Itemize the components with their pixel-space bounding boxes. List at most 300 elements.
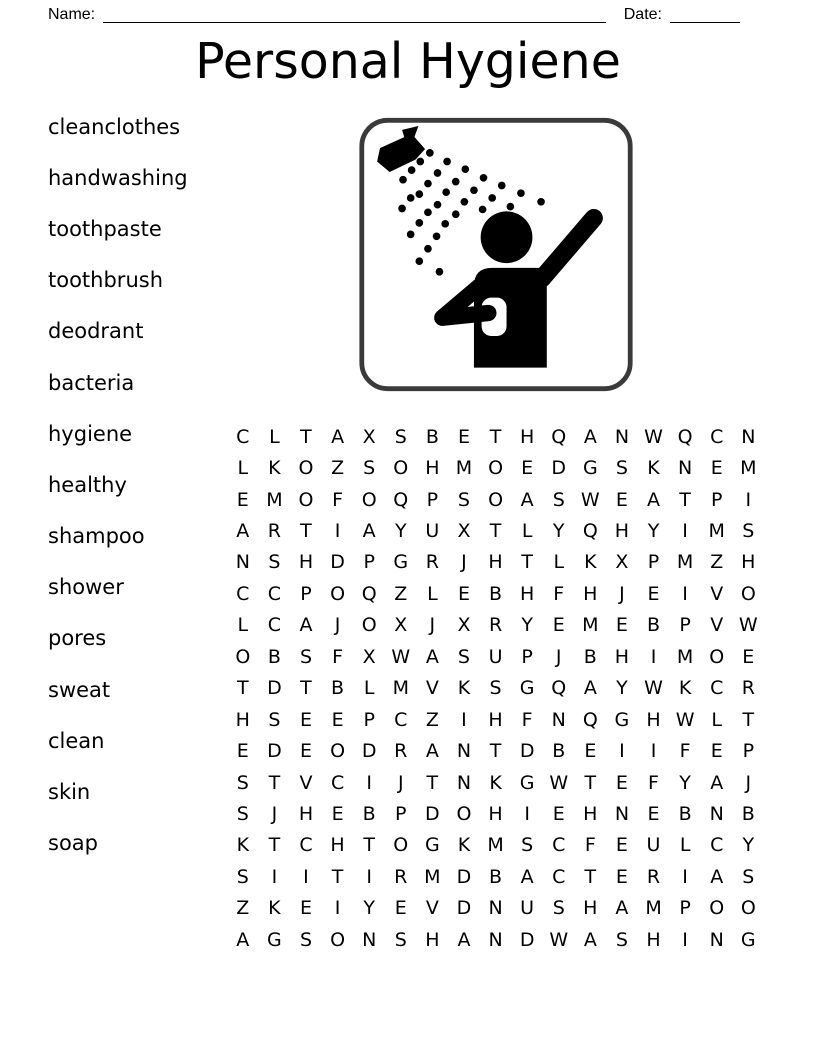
- grid-letter: Z: [331, 457, 345, 480]
- grid-letter: N: [235, 551, 250, 574]
- word-list: [48, 101, 228, 869]
- grid-letter: C: [710, 677, 724, 700]
- grid-letter: H: [741, 551, 756, 574]
- grid-letter: V: [710, 614, 724, 637]
- grid-letter: I: [334, 520, 341, 543]
- grid-letter: E: [615, 771, 628, 794]
- grid-letter: P: [395, 802, 407, 825]
- grid-letter: R: [425, 551, 439, 574]
- grid-letter: E: [710, 457, 723, 480]
- grid-letter: G: [582, 457, 598, 480]
- grid-letter: X: [362, 425, 376, 448]
- grid-letter: N: [614, 425, 630, 448]
- word-list-item: skin: [48, 780, 91, 805]
- grid-letter: E: [615, 488, 628, 511]
- grid-letter: H: [519, 582, 535, 605]
- shower-icon-svg: [357, 114, 635, 395]
- grid-letter: G: [614, 708, 630, 731]
- grid-letter: B: [552, 740, 566, 763]
- grid-letter: H: [235, 708, 250, 731]
- grid-letter: E: [615, 614, 628, 637]
- grid-letter: M: [582, 614, 599, 637]
- grid-letter: L: [679, 834, 691, 857]
- grid-letter: N: [456, 771, 472, 794]
- grid-letter: O: [235, 645, 251, 668]
- grid-letter: T: [426, 771, 439, 794]
- grid-letter: C: [299, 834, 313, 857]
- grid-letter: D: [267, 740, 282, 763]
- grid-letter: F: [584, 834, 596, 857]
- grid-letter: P: [363, 551, 375, 574]
- grid-letter: E: [552, 614, 565, 637]
- grid-letter: D: [456, 865, 472, 888]
- grid-letter: N: [709, 928, 724, 951]
- grid-letter: D: [361, 740, 377, 763]
- grid-letter: T: [584, 865, 597, 888]
- grid-letter: Y: [742, 834, 755, 857]
- grid-letter: L: [269, 425, 280, 448]
- date-blank-line: [670, 7, 740, 23]
- grid-letter: H: [488, 802, 503, 825]
- grid-letter: O: [488, 457, 504, 480]
- grid-letter: E: [331, 802, 344, 825]
- grid-letter: E: [299, 740, 312, 763]
- grid-letter: S: [489, 677, 502, 700]
- word-list-item: toothpaste: [48, 216, 162, 241]
- grid-letter: S: [236, 802, 249, 825]
- grid-letter: I: [682, 865, 688, 888]
- grid-letter: C: [552, 865, 566, 888]
- grid-letter: B: [646, 614, 661, 637]
- grid-letter: P: [679, 614, 691, 637]
- grid-letter: C: [710, 834, 724, 857]
- grid-letter: E: [331, 708, 344, 731]
- grid-letter: E: [236, 740, 249, 763]
- grid-letter: B: [678, 802, 692, 825]
- grid-letter: A: [583, 928, 597, 951]
- grid-letter: I: [682, 520, 688, 543]
- grid-letter: H: [488, 708, 503, 731]
- grid-letter: W: [549, 928, 569, 951]
- grid-letter: O: [361, 488, 377, 511]
- grid-letter: S: [521, 834, 534, 857]
- grid-letter: T: [268, 771, 281, 794]
- grid-letter: H: [488, 551, 503, 574]
- grid-letter: C: [267, 582, 282, 605]
- grid-letter: E: [457, 582, 470, 605]
- grid-letter: A: [583, 425, 597, 448]
- grid-letter: Y: [552, 520, 565, 543]
- grid-letter: U: [425, 520, 440, 543]
- grid-letter: Q: [393, 488, 409, 511]
- grid-letter: I: [650, 740, 657, 763]
- word-list-item: cleanclothes: [48, 114, 181, 139]
- grid-letter: O: [488, 488, 504, 511]
- word-list-item: toothbrush: [48, 268, 163, 293]
- grid-letter: R: [394, 740, 408, 763]
- grid-letter: U: [646, 834, 661, 857]
- grid-letter: S: [742, 520, 755, 543]
- grid-letter: H: [614, 645, 630, 668]
- grid-letter: V: [425, 677, 439, 700]
- grid-letter: K: [236, 834, 250, 857]
- word-list-item: hygiene: [48, 421, 133, 446]
- grid-letter: F: [648, 771, 659, 794]
- grid-letter: A: [583, 677, 597, 700]
- grid-letter: H: [298, 551, 314, 574]
- grid-letter: H: [519, 425, 535, 448]
- grid-letter: H: [298, 802, 314, 825]
- grid-letter: C: [236, 425, 250, 448]
- grid-letter: Y: [647, 520, 660, 543]
- grid-letter: C: [267, 614, 282, 637]
- grid-letter: K: [457, 834, 471, 857]
- grid-letter: B: [489, 865, 503, 888]
- grid-letter: N: [362, 928, 377, 951]
- grid-letter: R: [488, 614, 503, 637]
- grid-letter: M: [740, 457, 757, 480]
- word-list-item: sweat: [48, 677, 111, 702]
- grid-letter: X: [394, 614, 408, 637]
- grid-letter: T: [300, 520, 312, 543]
- grid-letter: G: [740, 928, 756, 951]
- letter-grid: [227, 421, 764, 955]
- word-list-item: shower: [48, 575, 124, 600]
- grid-letter: D: [519, 928, 535, 951]
- grid-letter: A: [236, 520, 250, 543]
- grid-letter: E: [647, 582, 660, 605]
- grid-letter: T: [236, 677, 249, 700]
- grid-letter: P: [521, 645, 533, 668]
- grid-letter: O: [709, 897, 725, 920]
- grid-letter: O: [330, 740, 346, 763]
- grid-letter: E: [457, 425, 470, 448]
- grid-letter: H: [330, 834, 345, 857]
- grid-letter: E: [584, 740, 597, 763]
- grid-letter: E: [521, 457, 534, 480]
- grid-letter: I: [366, 865, 372, 888]
- grid-letter: B: [425, 425, 439, 448]
- grid-letter: V: [710, 582, 724, 605]
- grid-letter: O: [456, 802, 472, 825]
- grid-letter: U: [488, 645, 503, 668]
- grid-letter: E: [236, 488, 249, 511]
- grid-letter: J: [461, 551, 467, 574]
- grid-letter: E: [394, 897, 407, 920]
- grid-letter: E: [647, 802, 660, 825]
- grid-letter: S: [299, 928, 313, 951]
- grid-letter: A: [615, 897, 629, 920]
- grid-letter: E: [710, 740, 723, 763]
- grid-letter: H: [583, 802, 598, 825]
- grid-letter: J: [429, 614, 436, 637]
- grid-letter: V: [425, 897, 439, 920]
- grid-letter: N: [741, 425, 756, 448]
- header: [48, 5, 740, 24]
- grid-letter: S: [299, 645, 313, 668]
- grid-letter: W: [675, 708, 695, 731]
- grid-letter: M: [708, 520, 725, 543]
- grid-letter: R: [741, 677, 755, 700]
- grid-letter: N: [488, 928, 503, 951]
- grid-letter: I: [366, 771, 372, 794]
- grid-letter: V: [299, 771, 313, 794]
- grid-letter: P: [742, 740, 755, 763]
- grid-letter: P: [679, 897, 691, 920]
- name-blank-line: [103, 7, 606, 23]
- grid-letter: B: [362, 802, 376, 825]
- grid-letter: E: [742, 645, 755, 668]
- grid-letter: M: [487, 834, 504, 857]
- grid-letter: W: [644, 425, 663, 448]
- grid-letter: E: [615, 865, 628, 888]
- date-label: Date:: [623, 6, 662, 23]
- grid-letter: E: [552, 802, 565, 825]
- grid-letter: P: [710, 488, 723, 511]
- grid-letter: S: [268, 551, 281, 574]
- grid-letter: H: [425, 928, 440, 951]
- word-list-item: handwashing: [48, 165, 188, 190]
- grid-letter: A: [425, 740, 439, 763]
- word-list-item: shampoo: [48, 524, 145, 549]
- grid-letter: O: [330, 928, 346, 951]
- grid-letter: F: [332, 488, 344, 511]
- grid-letter: M: [645, 897, 662, 920]
- grid-letter: S: [394, 928, 407, 951]
- grid-letter: I: [682, 928, 688, 951]
- grid-letter: L: [363, 677, 375, 700]
- grid-letter: U: [520, 897, 535, 920]
- grid-letter: R: [267, 520, 281, 543]
- grid-letter: M: [392, 677, 409, 700]
- grid-letter: A: [331, 425, 345, 448]
- grid-letter: F: [553, 582, 565, 605]
- grid-letter: D: [456, 897, 472, 920]
- grid-letter: O: [330, 582, 346, 605]
- grid-letter: C: [394, 708, 408, 731]
- grid-letter: D: [330, 551, 345, 574]
- grid-letter: O: [709, 645, 725, 668]
- grid-letter: W: [580, 488, 600, 511]
- word-list-item: healthy: [48, 472, 127, 497]
- grid-letter: C: [552, 834, 566, 857]
- grid-letter: E: [615, 834, 628, 857]
- grid-letter: B: [583, 645, 597, 668]
- grid-letter: K: [457, 677, 471, 700]
- grid-letter: E: [299, 708, 312, 731]
- grid-letter: F: [521, 708, 533, 731]
- grid-letter: N: [678, 457, 693, 480]
- grid-letter: D: [551, 457, 567, 480]
- grid-letter: S: [268, 708, 281, 731]
- grid-letter: A: [710, 771, 724, 794]
- grid-letter: T: [679, 488, 691, 511]
- grid-letter: S: [457, 488, 470, 511]
- grid-letter: Z: [394, 582, 408, 605]
- grid-letter: A: [425, 645, 439, 668]
- grid-letter: Z: [425, 708, 439, 731]
- grid-letter: S: [742, 865, 755, 888]
- grid-letter: S: [552, 488, 565, 511]
- grid-letter: R: [646, 865, 661, 888]
- grid-letter: Z: [710, 551, 724, 574]
- grid-letter: I: [524, 802, 530, 825]
- grid-letter: J: [745, 771, 752, 794]
- grid-letter: H: [425, 457, 440, 480]
- grid-letter: Y: [616, 677, 628, 700]
- grid-letter: S: [236, 771, 249, 794]
- grid-letter: C: [330, 771, 345, 794]
- name-label: Name:: [48, 6, 96, 23]
- grid-letter: N: [456, 740, 472, 763]
- grid-letter: T: [489, 740, 502, 763]
- grid-letter: F: [332, 645, 344, 668]
- grid-letter: S: [552, 897, 565, 920]
- grid-letter: Q: [677, 425, 693, 448]
- grid-letter: A: [710, 865, 724, 888]
- grid-letter: A: [457, 928, 471, 951]
- grid-letter: T: [521, 551, 533, 574]
- grid-letter: S: [236, 865, 249, 888]
- grid-letter: G: [519, 771, 535, 794]
- grid-letter: S: [615, 457, 628, 480]
- grid-letter: X: [457, 520, 471, 543]
- grid-letter: N: [551, 708, 566, 731]
- grid-letter: M: [424, 865, 441, 888]
- grid-letter: W: [738, 614, 758, 637]
- grid-letter: N: [488, 897, 503, 920]
- grid-letter: D: [425, 802, 440, 825]
- grid-letter: M: [676, 551, 694, 574]
- grid-letter: Y: [394, 520, 407, 543]
- grid-letter: A: [236, 928, 250, 951]
- grid-letter: P: [426, 488, 439, 511]
- grid-letter: I: [303, 865, 309, 888]
- grid-letter: I: [745, 488, 752, 511]
- word-list-item: soap: [48, 831, 98, 856]
- grid-letter: P: [300, 582, 312, 605]
- grid-letter: O: [740, 897, 756, 920]
- word-list-item: clean: [48, 728, 105, 753]
- grid-letter: B: [331, 677, 345, 700]
- grid-letter: K: [489, 771, 502, 794]
- grid-letter: G: [519, 677, 535, 700]
- grid-letter: L: [237, 614, 249, 637]
- grid-letter: T: [300, 677, 312, 700]
- grid-letter: E: [299, 897, 312, 920]
- grid-letter: J: [619, 582, 625, 605]
- grid-letter: A: [520, 488, 534, 511]
- grid-letter: I: [334, 897, 341, 920]
- page-title: Personal Hygiene: [195, 33, 621, 90]
- grid-letter: O: [298, 488, 314, 511]
- grid-letter: M: [676, 645, 694, 668]
- grid-letter: L: [521, 520, 533, 543]
- grid-letter: K: [584, 551, 597, 574]
- grid-letter: Q: [582, 708, 598, 731]
- grid-letter: S: [457, 645, 470, 668]
- grid-letter: B: [741, 802, 755, 825]
- grid-letter: C: [236, 582, 250, 605]
- grid-letter: L: [237, 457, 249, 480]
- grid-letter: L: [427, 582, 438, 605]
- grid-letter: J: [397, 771, 404, 794]
- grid-letter: Y: [679, 771, 691, 794]
- grid-letter: T: [584, 771, 597, 794]
- grid-letter: S: [394, 425, 407, 448]
- grid-letter: A: [362, 520, 376, 543]
- grid-letter: J: [555, 645, 562, 668]
- grid-letter: B: [489, 582, 503, 605]
- grid-letter: Y: [521, 614, 533, 637]
- grid-letter: Q: [361, 582, 377, 605]
- grid-letter: L: [711, 708, 722, 731]
- grid-letter: I: [650, 645, 657, 668]
- grid-letter: A: [299, 614, 313, 637]
- grid-letter: A: [647, 488, 661, 511]
- grid-letter: T: [742, 708, 755, 731]
- grid-letter: S: [363, 457, 376, 480]
- grid-letter: G: [424, 834, 440, 857]
- grid-letter: K: [268, 897, 281, 920]
- grid-letter: Q: [551, 425, 567, 448]
- grid-letter: C: [710, 425, 724, 448]
- grid-letter: W: [644, 677, 663, 700]
- grid-letter: W: [549, 771, 569, 794]
- grid-letter: T: [300, 425, 312, 448]
- grid-letter: R: [394, 865, 408, 888]
- word-list-item: bacteria: [48, 370, 135, 395]
- grid-letter: A: [520, 865, 534, 888]
- grid-letter: D: [519, 740, 535, 763]
- word-list-item: pores: [48, 626, 107, 651]
- grid-letter: T: [489, 425, 502, 448]
- grid-letter: P: [647, 551, 660, 574]
- grid-letter: I: [682, 582, 688, 605]
- grid-letter: N: [709, 802, 724, 825]
- grid-letter: X: [457, 614, 471, 637]
- grid-letter: H: [614, 520, 630, 543]
- grid-letter: H: [646, 708, 661, 731]
- grid-letter: Y: [363, 897, 375, 920]
- grid-letter: O: [740, 582, 756, 605]
- grid-letter: I: [619, 740, 625, 763]
- grid-letter: F: [679, 740, 691, 763]
- grid-letter: X: [615, 551, 629, 574]
- grid-letter: O: [393, 834, 409, 857]
- grid-letter: M: [455, 457, 473, 480]
- grid-letter: L: [553, 551, 565, 574]
- grid-letter: N: [614, 802, 630, 825]
- grid-letter: K: [678, 677, 692, 700]
- grid-letter: K: [647, 457, 660, 480]
- grid-letter: O: [298, 457, 314, 480]
- grid-letter: T: [331, 865, 344, 888]
- grid-letter: J: [334, 614, 341, 637]
- shower-icon: [357, 114, 635, 395]
- grid-letter: P: [363, 708, 375, 731]
- grid-letter: H: [583, 897, 598, 920]
- grid-letter: X: [362, 645, 376, 668]
- grid-letter: Q: [551, 677, 567, 700]
- grid-letter: K: [268, 457, 281, 480]
- grid-letter: J: [271, 802, 278, 825]
- grid-letter: T: [268, 834, 281, 857]
- grid-letter: T: [363, 834, 375, 857]
- grid-letter: D: [267, 677, 282, 700]
- grid-letter: O: [393, 457, 409, 480]
- grid-letter: Z: [236, 897, 250, 920]
